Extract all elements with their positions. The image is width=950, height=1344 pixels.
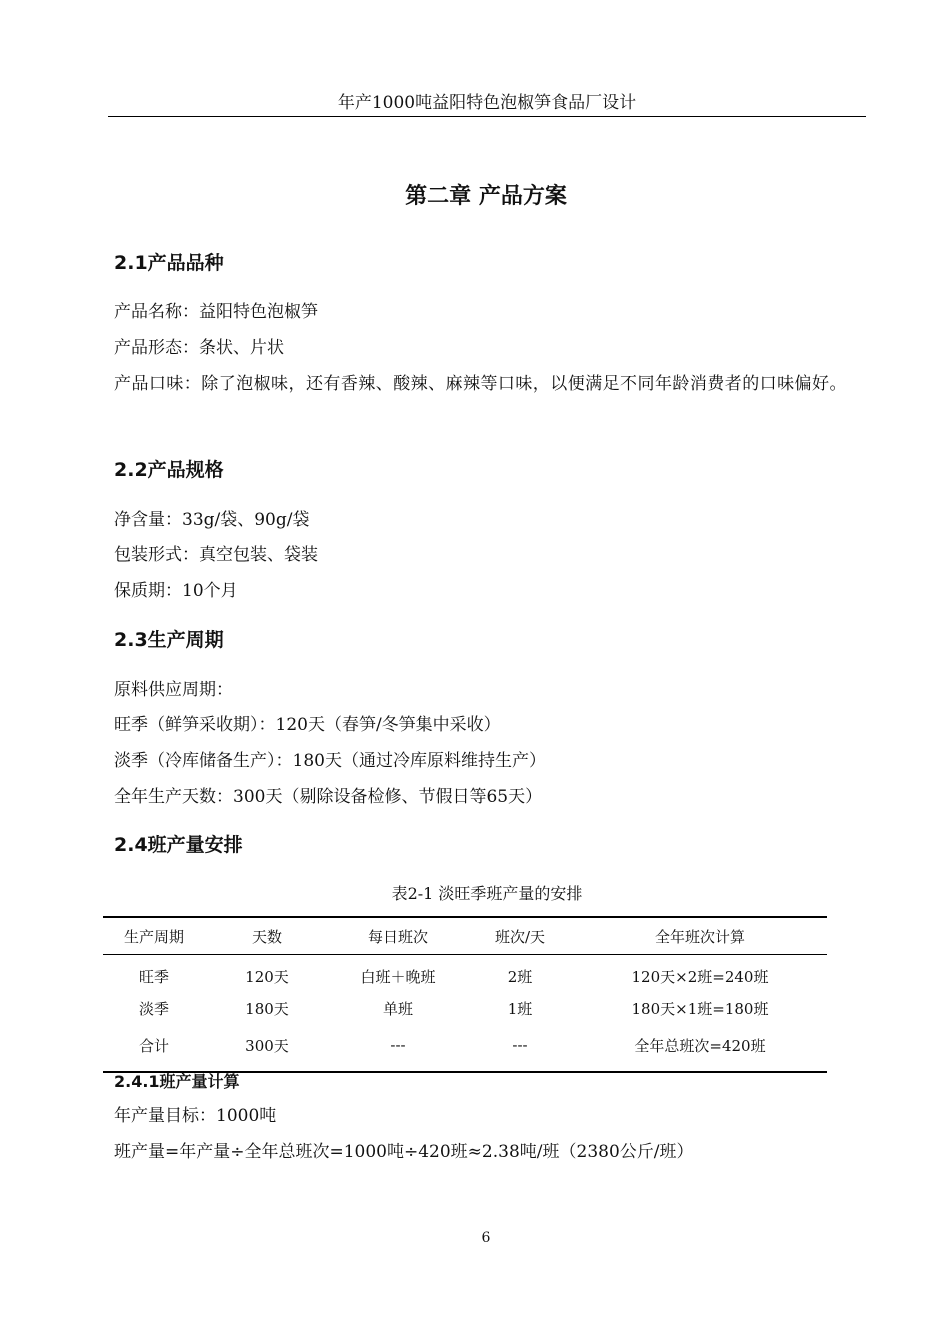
table-cell: 1班	[507, 1000, 533, 1018]
supply-cycle-line: 原料供应周期：	[114, 680, 233, 700]
table-header-row	[103, 917, 827, 955]
table-row	[103, 955, 827, 993]
table-cell: 120天	[245, 968, 289, 986]
table-cell: 淡季	[138, 1000, 169, 1018]
table-row	[103, 992, 827, 1025]
table-cell: 180天×1班=180班	[631, 1000, 769, 1018]
chapter-title: 第二章 产品方案	[405, 184, 567, 209]
product-name-line: 产品名称：益阳特色泡椒笋	[114, 302, 318, 322]
column-header-period: 生产周期	[123, 927, 184, 946]
column-header-annual-shifts: 全年班次计算	[654, 927, 745, 946]
annual-output-target-line: 年产量目标：1000吨	[114, 1106, 277, 1126]
production-days-line: 全年生产天数：300天（剔除设备检修、节假日等65天）	[114, 787, 543, 807]
section-2-4-heading: 2.4班产量安排	[114, 834, 243, 856]
table-row	[103, 1025, 827, 1072]
net-content-line: 净含量：33g/袋、90g/袋	[114, 510, 310, 530]
table-cell: 2班	[507, 968, 533, 986]
table-cell: 合计	[138, 1036, 169, 1055]
table-cell: 白班＋晚班	[360, 968, 436, 986]
packaging-line: 包装形式：真空包装、袋装	[114, 545, 318, 565]
page-header	[108, 92, 866, 117]
column-header-daily-shifts: 每日班次	[367, 927, 428, 946]
table-cell: 180天	[245, 1000, 289, 1018]
page-number: 6	[481, 1230, 491, 1246]
section-2-2-heading: 2.2产品规格	[114, 459, 224, 481]
table-cell: 120天×2班=240班	[631, 968, 769, 986]
product-form-line: 产品形态：条状、片状	[114, 338, 284, 358]
table-cell: 300天	[245, 1036, 289, 1055]
shift-output-table	[103, 916, 827, 1073]
table-cell: ---	[390, 1036, 406, 1054]
section-2-4-1-heading: 2.4.1班产量计算	[114, 1072, 240, 1091]
section-2-3-heading: 2.3生产周期	[114, 629, 224, 651]
column-header-days: 天数	[251, 927, 282, 946]
product-flavor-paragraph: 产品口味：除了泡椒味，还有香辣、酸辣、麻辣等口味，以便满足不同年龄消费者的口味偏好。	[114, 374, 847, 394]
table-cell: 单班	[382, 1000, 413, 1018]
shift-output-formula-line: 班产量=年产量÷全年总班次=1000吨÷420班≈2.38吨/班（2380公斤/班）	[114, 1142, 694, 1162]
peak-season-line: 旺季（鲜笋采收期）：120天（春笋/冬笋集中采收）	[114, 715, 501, 735]
section-2-1-heading: 2.1产品品种	[114, 252, 224, 274]
shelf-life-line: 保质期：10个月	[114, 581, 238, 601]
table-cell: 旺季	[138, 968, 169, 986]
table-cell: ---	[512, 1036, 528, 1054]
header-title: 年产1000吨益阳特色泡椒笋食品厂设计	[337, 93, 637, 113]
table-caption: 表2-1 淡旺季班产量的安排	[391, 884, 583, 903]
column-header-shifts-per-day: 班次/天	[494, 927, 546, 946]
off-season-line: 淡季（冷库储备生产）：180天（通过冷库原料维持生产）	[114, 751, 546, 771]
table-cell: 全年总班次=420班	[634, 1036, 766, 1055]
